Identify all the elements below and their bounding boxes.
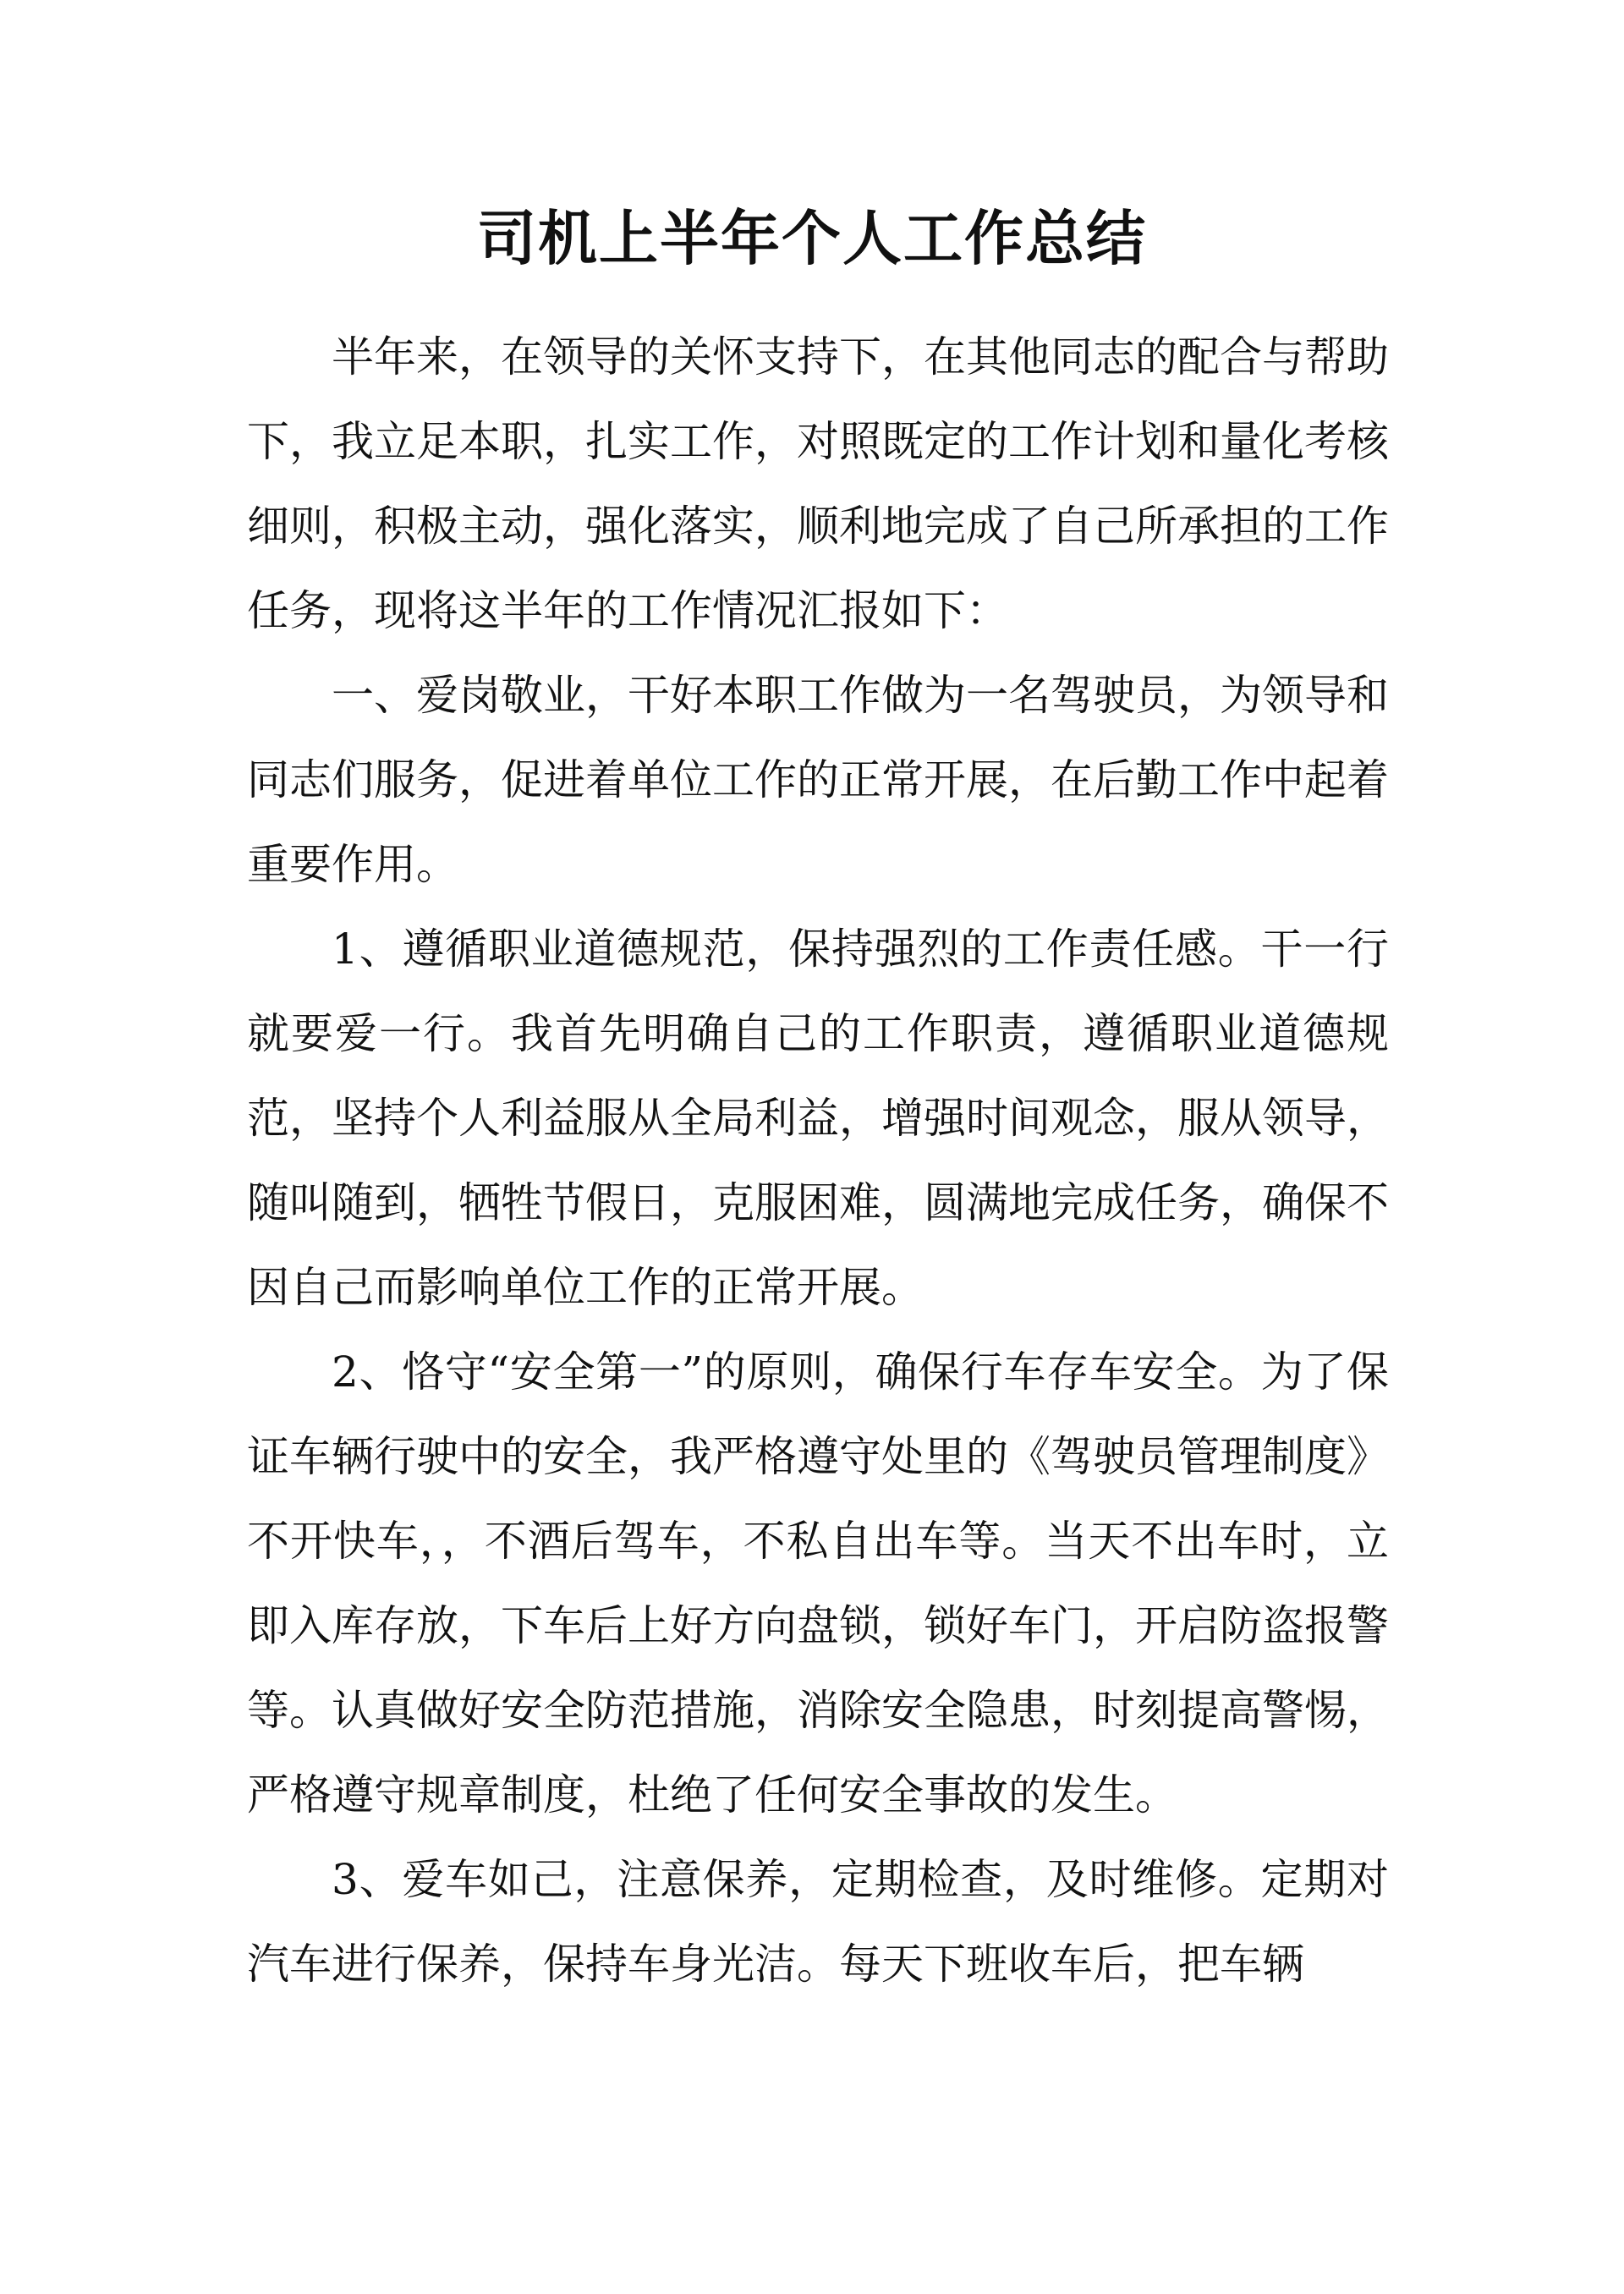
document-body: [247, 315, 1389, 2006]
document-title: 司机上半年个人工作总结: [477, 203, 1147, 273]
paragraph-item-2: 2、恪守“安全第一”的原则，确保行车存车安全。为了保证车辆行驶中的安全，我严格遵守处里的《驾驶员管理制度》不开快车，，不酒后驾车，不私自出车等。当天不出车时，立即入库存放，下车后上好方向盘锁，锁好车门，开启防盗报警等。认真做好安全防范措施，消除安全隐患，时刻提高警惕，严格遵守规章制度，杜绝了任何安全事故的发生。: [247, 1347, 1389, 1819]
paragraph-section-1: 一、爱岗敬业，干好本职工作做为一名驾驶员，为领导和同志们服务，促进着单位工作的正常开展，在后勤工作中起着重要作用。: [247, 671, 1389, 889]
paragraph-item-1: 1、遵循职业道德规范，保持强烈的工作责任感。干一行就要爱一行。我首先明确自己的工作职责，遵循职业道德规范，坚持个人利益服从全局利益，增强时间观念，服从领导，随叫随到，牺牲节假日，克服困难，圆满地完成任务，确保不因自己而影响单位工作的正常开展。: [247, 925, 1389, 1312]
paragraph-item-3: 3、爱车如己，注意保养，定期检查，及时维修。定期对汽车进行保养，保持车身光洁。每天下班收车后，把车辆: [247, 1855, 1389, 1989]
paragraph-intro: 半年来，在领导的关怀支持下，在其他同志的配合与帮助下，我立足本职，扎实工作，对照既定的工作计划和量化考核细则，积极主动，强化落实，顺利地完成了自己所承担的工作任务，现将这半年的工作情况汇报如下：: [247, 332, 1389, 635]
